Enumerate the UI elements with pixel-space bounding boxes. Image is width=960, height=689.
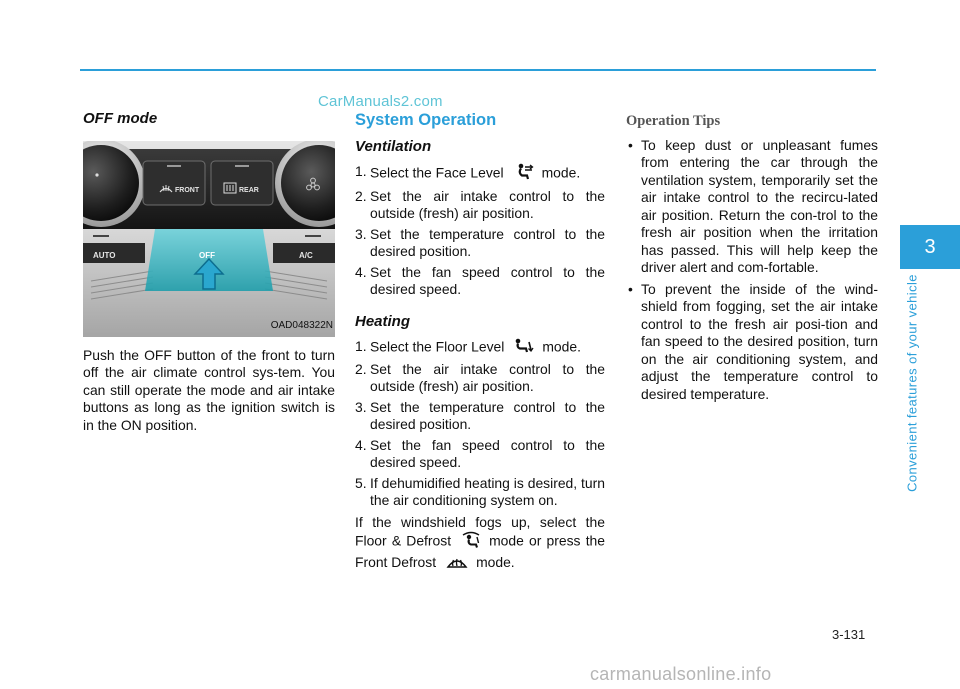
tips-list <box>626 137 878 404</box>
chapter-number-tab: 3 <box>900 225 960 269</box>
heating-steps <box>355 338 605 510</box>
list-item: 4. Set the fan speed control to the desired speed. <box>355 263 605 297</box>
chapter-title: Convenient features of your vehicle <box>904 273 920 492</box>
off-label: OFF <box>199 250 215 260</box>
auto-label: AUTO <box>93 250 116 260</box>
operation-tips-heading: Operation Tips <box>626 113 721 129</box>
off-mode-heading: OFF mode <box>83 110 158 127</box>
ventilation-steps <box>355 163 605 299</box>
column-off-mode <box>83 110 335 434</box>
list-item: 5. If dehumidified heating is desired, turn the air conditioning system on. <box>355 474 605 508</box>
list-item: 1. Select the Floor Level mode. <box>355 338 605 358</box>
rear-defrost-label: REAR <box>239 186 259 194</box>
defrost-icon <box>159 181 173 199</box>
watermark-top: CarManuals2.com <box>318 93 443 110</box>
front-defrost-label: FRONT <box>175 186 200 194</box>
system-operation-heading: System Operation <box>355 111 497 129</box>
face-level-mode-icon <box>514 163 534 185</box>
climate-control-photo <box>83 141 335 337</box>
photo-code: OAD048322N <box>270 320 333 331</box>
column-system-operation <box>355 110 605 573</box>
list-item: • To prevent the inside of the wind-shield from fogging, set the air intake control to the fresh air posi-tion and fan speed to the desired position, turn on the air conditioning system, and adjust the temperature control to desired temperature. <box>628 280 878 402</box>
rear-defrost-icon <box>223 181 237 199</box>
heating-heading: Heating <box>355 312 411 330</box>
climate-panel-illustration <box>83 141 335 337</box>
list-item: 1. Select the Face Level mode. <box>355 163 605 185</box>
list-item: 2. Set the air intake control to the outside (fresh) air position. <box>355 360 605 394</box>
page-number: 3-131 <box>832 627 866 642</box>
off-mode-paragraph: Push the OFF button of the front to turn off the air climate control sys-tem. You can still operate the mode and air intake buttons as long as the ignition switch is in the ON position. <box>83 346 335 433</box>
windshield-fog-paragraph: If the windshield fogs up, select the Floor & Defrost mode or press the Front Defrost mode. <box>355 514 605 574</box>
ac-label: A/C <box>299 250 313 260</box>
ventilation-heading: Ventilation <box>355 137 432 155</box>
column-operation-tips <box>626 110 878 407</box>
up-arrow-icon <box>193 257 225 296</box>
floor-defrost-mode-icon <box>461 531 481 553</box>
fan-icon <box>305 177 321 198</box>
floor-level-mode-icon <box>514 338 534 358</box>
list-item: 4. Set the fan speed control to the desired speed. <box>355 436 605 470</box>
header-rule <box>80 69 876 71</box>
list-item: • To keep dust or unpleasant fumes from entering the car through the ventilation system, temporarily set the air intake control to the recircu-lated air position. Return the con-trol to the fresh air position when the irritation has passed. This will help keep the driver alert and com-fortable. <box>628 136 878 275</box>
front-defrost-icon <box>446 553 468 574</box>
list-item: 3. Set the temperature control to the desired position. <box>355 398 605 432</box>
watermark-bottom: carmanualsonline.info <box>590 664 772 684</box>
list-item: 2. Set the air intake control to the outside (fresh) air position. <box>355 187 605 221</box>
list-item: 3. Set the temperature control to the desired position. <box>355 225 605 259</box>
